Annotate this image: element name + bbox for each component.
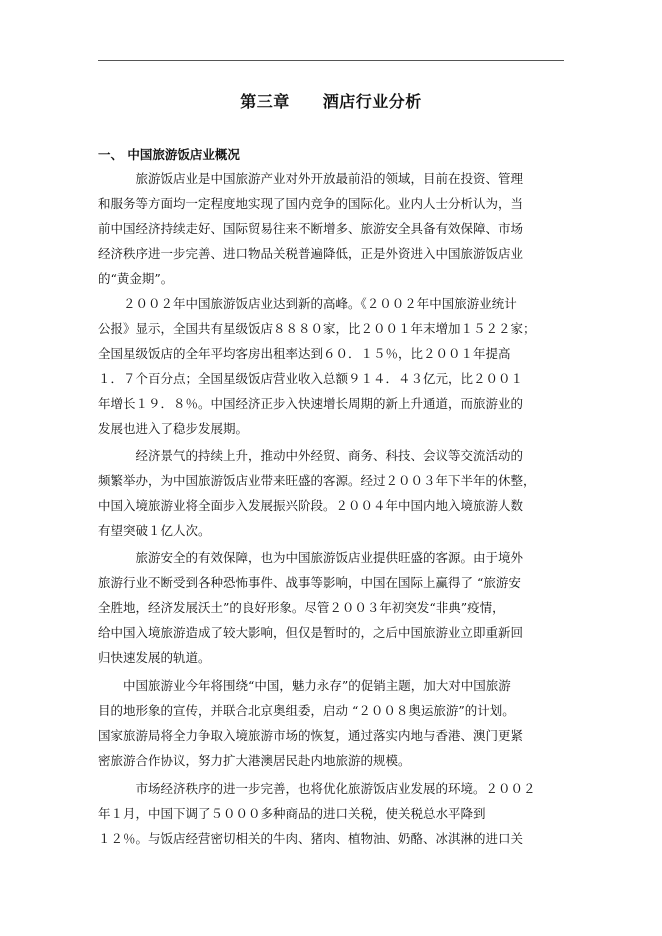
- chapter-title: 第三章 酒店行业分析: [240, 92, 422, 111]
- paragraph-line: １．７个百分点；全国星级饭店营业收入总额９１４．４３亿元，比２００１: [98, 371, 524, 386]
- paragraph-line: ２００２年中国旅游饭店业达到新的高峰。《２００２年中国旅游业统计: [98, 296, 517, 311]
- paragraph-line: 旅游行业不断受到各种恐怖事件、战事等影响，中国在国际上赢得了 “旅游安: [98, 575, 521, 590]
- paragraph-line: 频繁举办，为中国旅游饭店业带来旺盛的客源。经过２００３年下半年的休整，: [98, 473, 536, 488]
- paragraph-line: 旅游安全的有效保障，也为中国旅游饭店业提供旺盛的客源。由于境外: [98, 550, 524, 565]
- paragraph-line: 国家旅游局将全力争取入境旅游市场的恢复，通过落实内地与香港、澳门更紧: [98, 728, 524, 743]
- paragraph-line: 年增长１９．８％。中国经济正步入快速增长周期的新上升通道，而旅游业的: [98, 396, 524, 411]
- paragraph-line: 市场经济秩序的进一步完善，也将优化旅游饭店业发展的环境。２００２: [98, 781, 536, 796]
- paragraph-line: 中国入境旅游业将全面步入发展振兴阶段。２００４年中国内地入境旅游人数: [98, 498, 524, 513]
- header-rule: [98, 60, 564, 61]
- paragraph-line: 年１月，中国下调了５０００多种商品的进口关税，使关税总水平降到: [98, 806, 486, 821]
- paragraph-line: 归快速发展的轨道。: [98, 650, 211, 665]
- paragraph-line: 前中国经济持续走好、国际贸易往来不断增多、旅游安全具备有效保障、市场: [98, 221, 524, 236]
- paragraph-line: 和服务等方面均一定程度地实现了国内竞争的国际化。业内人士分析认为，当: [98, 196, 524, 211]
- section-heading: 一、 中国旅游饭店业概况: [98, 147, 240, 162]
- paragraph-line: 发展也进入了稳步发展期。: [98, 421, 249, 436]
- paragraph-line: 给中国入境旅游造成了较大影响，但仅是暂时的，之后中国旅游业立即重新回: [98, 625, 524, 640]
- paragraph-line: 经济秩序进一步完善、进口物品关税普遍降低，正是外资进入中国旅游饭店业: [98, 246, 524, 261]
- paragraph-line: 经济景气的持续上升，推动中外经贸、商务、科技、会议等交流活动的: [98, 448, 524, 463]
- paragraph-line: 旅游饭店业是中国旅游产业对外开放最前沿的领域，目前在投资、管理: [98, 171, 524, 186]
- paragraph-line: 密旅游合作协议，努力扩大港澳居民赴内地旅游的规模。: [98, 753, 411, 768]
- paragraph-line: 的“黄金期”。: [98, 271, 174, 286]
- paragraph-line: 中国旅游业今年将围绕“中国，魅力永存”的促销主题，加大对中国旅游: [98, 678, 511, 693]
- paragraph-line: １２％。与饭店经营密切相关的牛肉、猪肉、植物油、奶酪、冰淇淋的进口关: [98, 831, 524, 846]
- paragraph-line: 公报》显示，全国共有星级饭店８８８０家，比２００１年末增加１５２２家；: [98, 321, 536, 336]
- paragraph-line: 目的地形象的宣传，并联合北京奥组委，启动 “２００８奥运旅游”的计划。: [98, 703, 515, 718]
- paragraph-line: 全胜地，经济发展沃土”的良好形象。尽管２００３年初突发“非典”疫情，: [98, 600, 505, 615]
- paragraph-line: 全国星级饭店的全年平均客房出租率达到６０．１５％，比２００１年提高: [98, 346, 511, 361]
- paragraph-line: 有望突破１亿人次。: [98, 523, 211, 538]
